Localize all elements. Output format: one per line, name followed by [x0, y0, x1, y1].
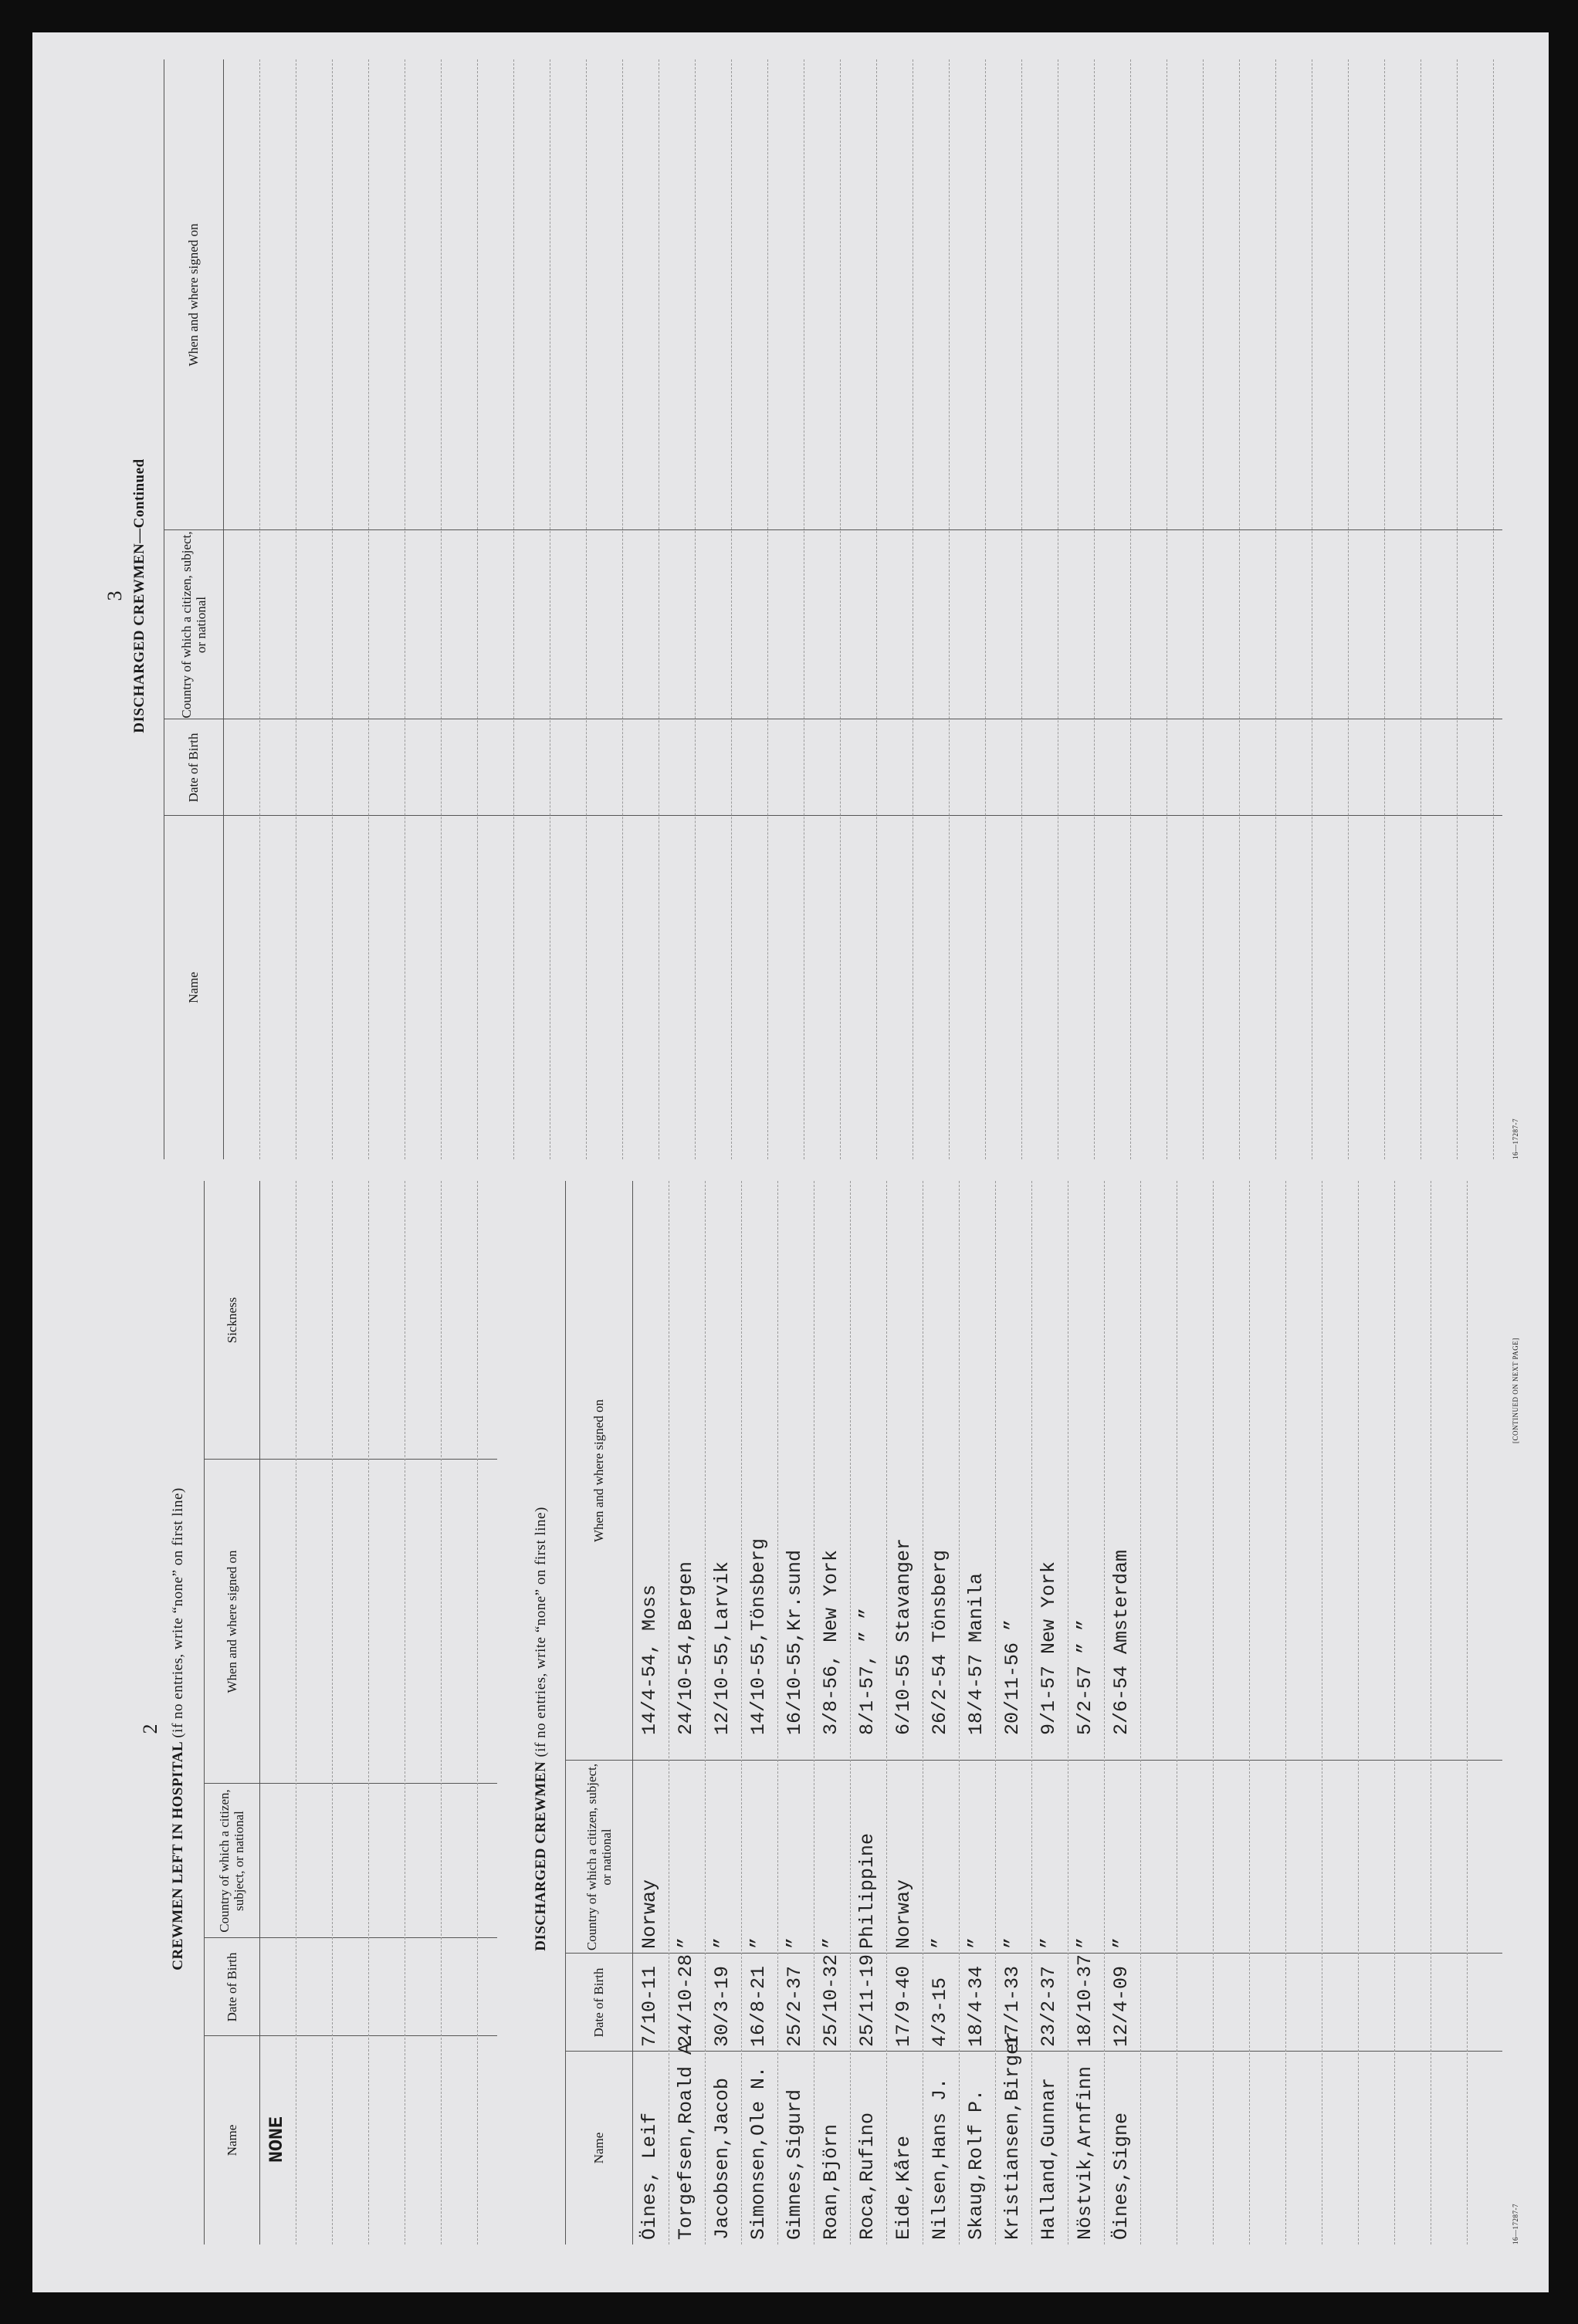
table-row [850, 1181, 886, 2245]
cell-name: Roan,Björn [820, 2123, 842, 2240]
continued-note: [CONTINUED ON NEXT PAGE] [1512, 1338, 1519, 1443]
cell-name: Simonsen,Ole N. [747, 2065, 770, 2240]
col-dob-header: Date of Birth [186, 732, 201, 803]
cell-name: Kristiansen,Birger [1001, 2031, 1024, 2240]
discharged-continued-table [164, 59, 1502, 1159]
cell-signed: 18/4-57 Manila [965, 1572, 987, 1735]
form-code: 16—17287-7 [1512, 2204, 1519, 2245]
cell-country: Norway [638, 1879, 661, 1949]
col-sickness-header: Sickness [224, 1297, 239, 1344]
table-row [1104, 1181, 1140, 2245]
cell-name: Halland,Gunnar [1038, 2077, 1060, 2240]
cell-dob: 25/10-32 [820, 1954, 842, 2047]
cell-name: Roca,Rufino [856, 2112, 879, 2240]
section-title: DISCHARGED CREWMEN—Continued [131, 458, 147, 733]
page-2 [32, 1165, 1549, 2292]
cell-name: Nöstvik,Arnfinn [1074, 2065, 1096, 2240]
cell-name: Öines,Signe [1110, 2112, 1133, 2240]
col-country-header: Country of which a citizen, subject, or national [217, 1789, 246, 1933]
cell-country: ” [711, 1937, 733, 1949]
page-number: 3 [103, 590, 126, 601]
hospital-section-title [170, 1165, 187, 2292]
cell-country: ” [929, 1937, 951, 1949]
table-row [923, 1181, 959, 2245]
cell-country: ” [820, 1937, 842, 1949]
col-dob-header: Date of Birth [591, 1967, 606, 2038]
col-name-header: Name [186, 972, 201, 1003]
page-3 [32, 32, 1549, 1159]
cell-dob: 24/10-28 [675, 1954, 697, 2047]
hospital-title: CREWMEN LEFT IN HOSPITAL [170, 1741, 186, 1970]
cell-dob: 12/4-09 [1110, 1965, 1133, 2047]
table-row [741, 1181, 777, 2245]
cell-dob: 7/10-11 [638, 1965, 661, 2047]
cell-country: ” [747, 1937, 770, 1949]
cell-name: Eide,Kåre [892, 2135, 915, 2240]
table-row [1031, 1181, 1068, 2245]
cell-signed: 26/2-54 Tönsberg [929, 1549, 951, 1735]
cell-dob: 4/3-15 [929, 1977, 951, 2047]
col-name-header: Name [591, 2132, 606, 2164]
form-code: 16—17287-7 [1512, 1118, 1519, 1159]
cell-signed: 9/1-57 New York [1038, 1561, 1060, 1735]
cell-signed: 14/10-55,Tönsberg [747, 1537, 770, 1735]
cell-signed: 6/10-55 Stavanger [892, 1537, 915, 1735]
cell-name: Torgefsen,Roald A. [675, 2031, 697, 2240]
cell-dob: 18/4-34 [965, 1965, 987, 2047]
cell-name: Gimnes,Sigurd [784, 2089, 806, 2240]
cell-country: ” [1110, 1937, 1133, 1949]
table-row [669, 1181, 705, 2245]
col-country-header: Country of which a citizen, subject, or national [178, 531, 208, 719]
discharged-note: (if no entries, write “none” on first line) [533, 1507, 549, 1757]
cell-dob: 25/2-37 [784, 1965, 806, 2047]
discharged-section-title [533, 1165, 550, 2292]
cell-country: ” [1038, 1937, 1060, 1949]
cell-signed: 20/11-56 ” [1001, 1619, 1024, 1735]
table-row [632, 1181, 669, 2245]
cell-dob: 30/3-19 [711, 1965, 733, 2047]
cell-signed: 16/10-55,Kr.sund [784, 1549, 806, 1735]
cell-dob: 16/8-21 [747, 1965, 770, 2047]
table-row [777, 1181, 814, 2245]
table-row [705, 1181, 741, 2245]
col-signed-header: When and where signed on [224, 1550, 239, 1693]
cell-dob: 25/11-19 [856, 1954, 879, 2047]
table-row [959, 1181, 995, 2245]
table-row [886, 1181, 923, 2245]
cell-name: Öines, Leif [638, 2112, 661, 2240]
table-row [814, 1181, 850, 2245]
cell-signed: 5/2-57 ” ” [1074, 1619, 1096, 1735]
cell-signed: 24/10-54,Bergen [675, 1561, 697, 1735]
discharged-table [565, 1181, 1502, 2245]
cell-country: ” [1074, 1937, 1096, 1949]
cell-signed: 2/6-54 Amsterdam [1110, 1549, 1133, 1735]
cell-country: Philippine [856, 1832, 879, 1949]
cell-country: ” [965, 1937, 987, 1949]
document-sheet [32, 32, 1549, 2292]
cell-name: Jacobsen,Jacob [711, 2077, 733, 2240]
table-row [995, 1181, 1031, 2245]
col-country-header: Country of which a citizen, subject, or national [584, 1763, 614, 1951]
col-name-header: Name [224, 2124, 239, 2157]
cell-dob: 17/1-33 [1001, 1965, 1024, 2047]
page-number: 2 [139, 1724, 161, 1734]
hospital-entry: NONE [266, 2116, 288, 2163]
cell-country: Norway [892, 1879, 915, 1949]
cell-country: ” [675, 1937, 697, 1949]
cell-signed: 3/8-56, New York [820, 1549, 842, 1735]
col-signed-header: When and where signed on [186, 223, 201, 367]
cell-dob: 17/9-40 [892, 1965, 915, 2047]
cell-signed: 8/1-57, ” ” [856, 1607, 879, 1735]
cell-signed: 14/4-54, Moss [638, 1584, 661, 1735]
col-dob-header: Date of Birth [224, 1952, 239, 2022]
cell-name: Skaug,Rolf P. [965, 2089, 987, 2240]
cell-name: Nilsen,Hans J. [929, 2077, 951, 2240]
cell-country: ” [784, 1937, 806, 1949]
cell-dob: 18/10-37 [1074, 1954, 1096, 2047]
hospital-note: (if no entries, write “none” on first line) [170, 1487, 186, 1738]
cell-signed: 12/10-55,Larvik [711, 1561, 733, 1735]
col-signed-header: When and where signed on [591, 1399, 606, 1543]
cell-dob: 23/2-37 [1038, 1965, 1060, 2047]
hospital-table [204, 1181, 497, 2245]
table-row [1068, 1181, 1104, 2245]
cell-country: ” [1001, 1937, 1024, 1949]
discharged-title: DISCHARGED CREWMEN [533, 1761, 549, 1951]
rotated-form [32, 32, 1549, 2292]
